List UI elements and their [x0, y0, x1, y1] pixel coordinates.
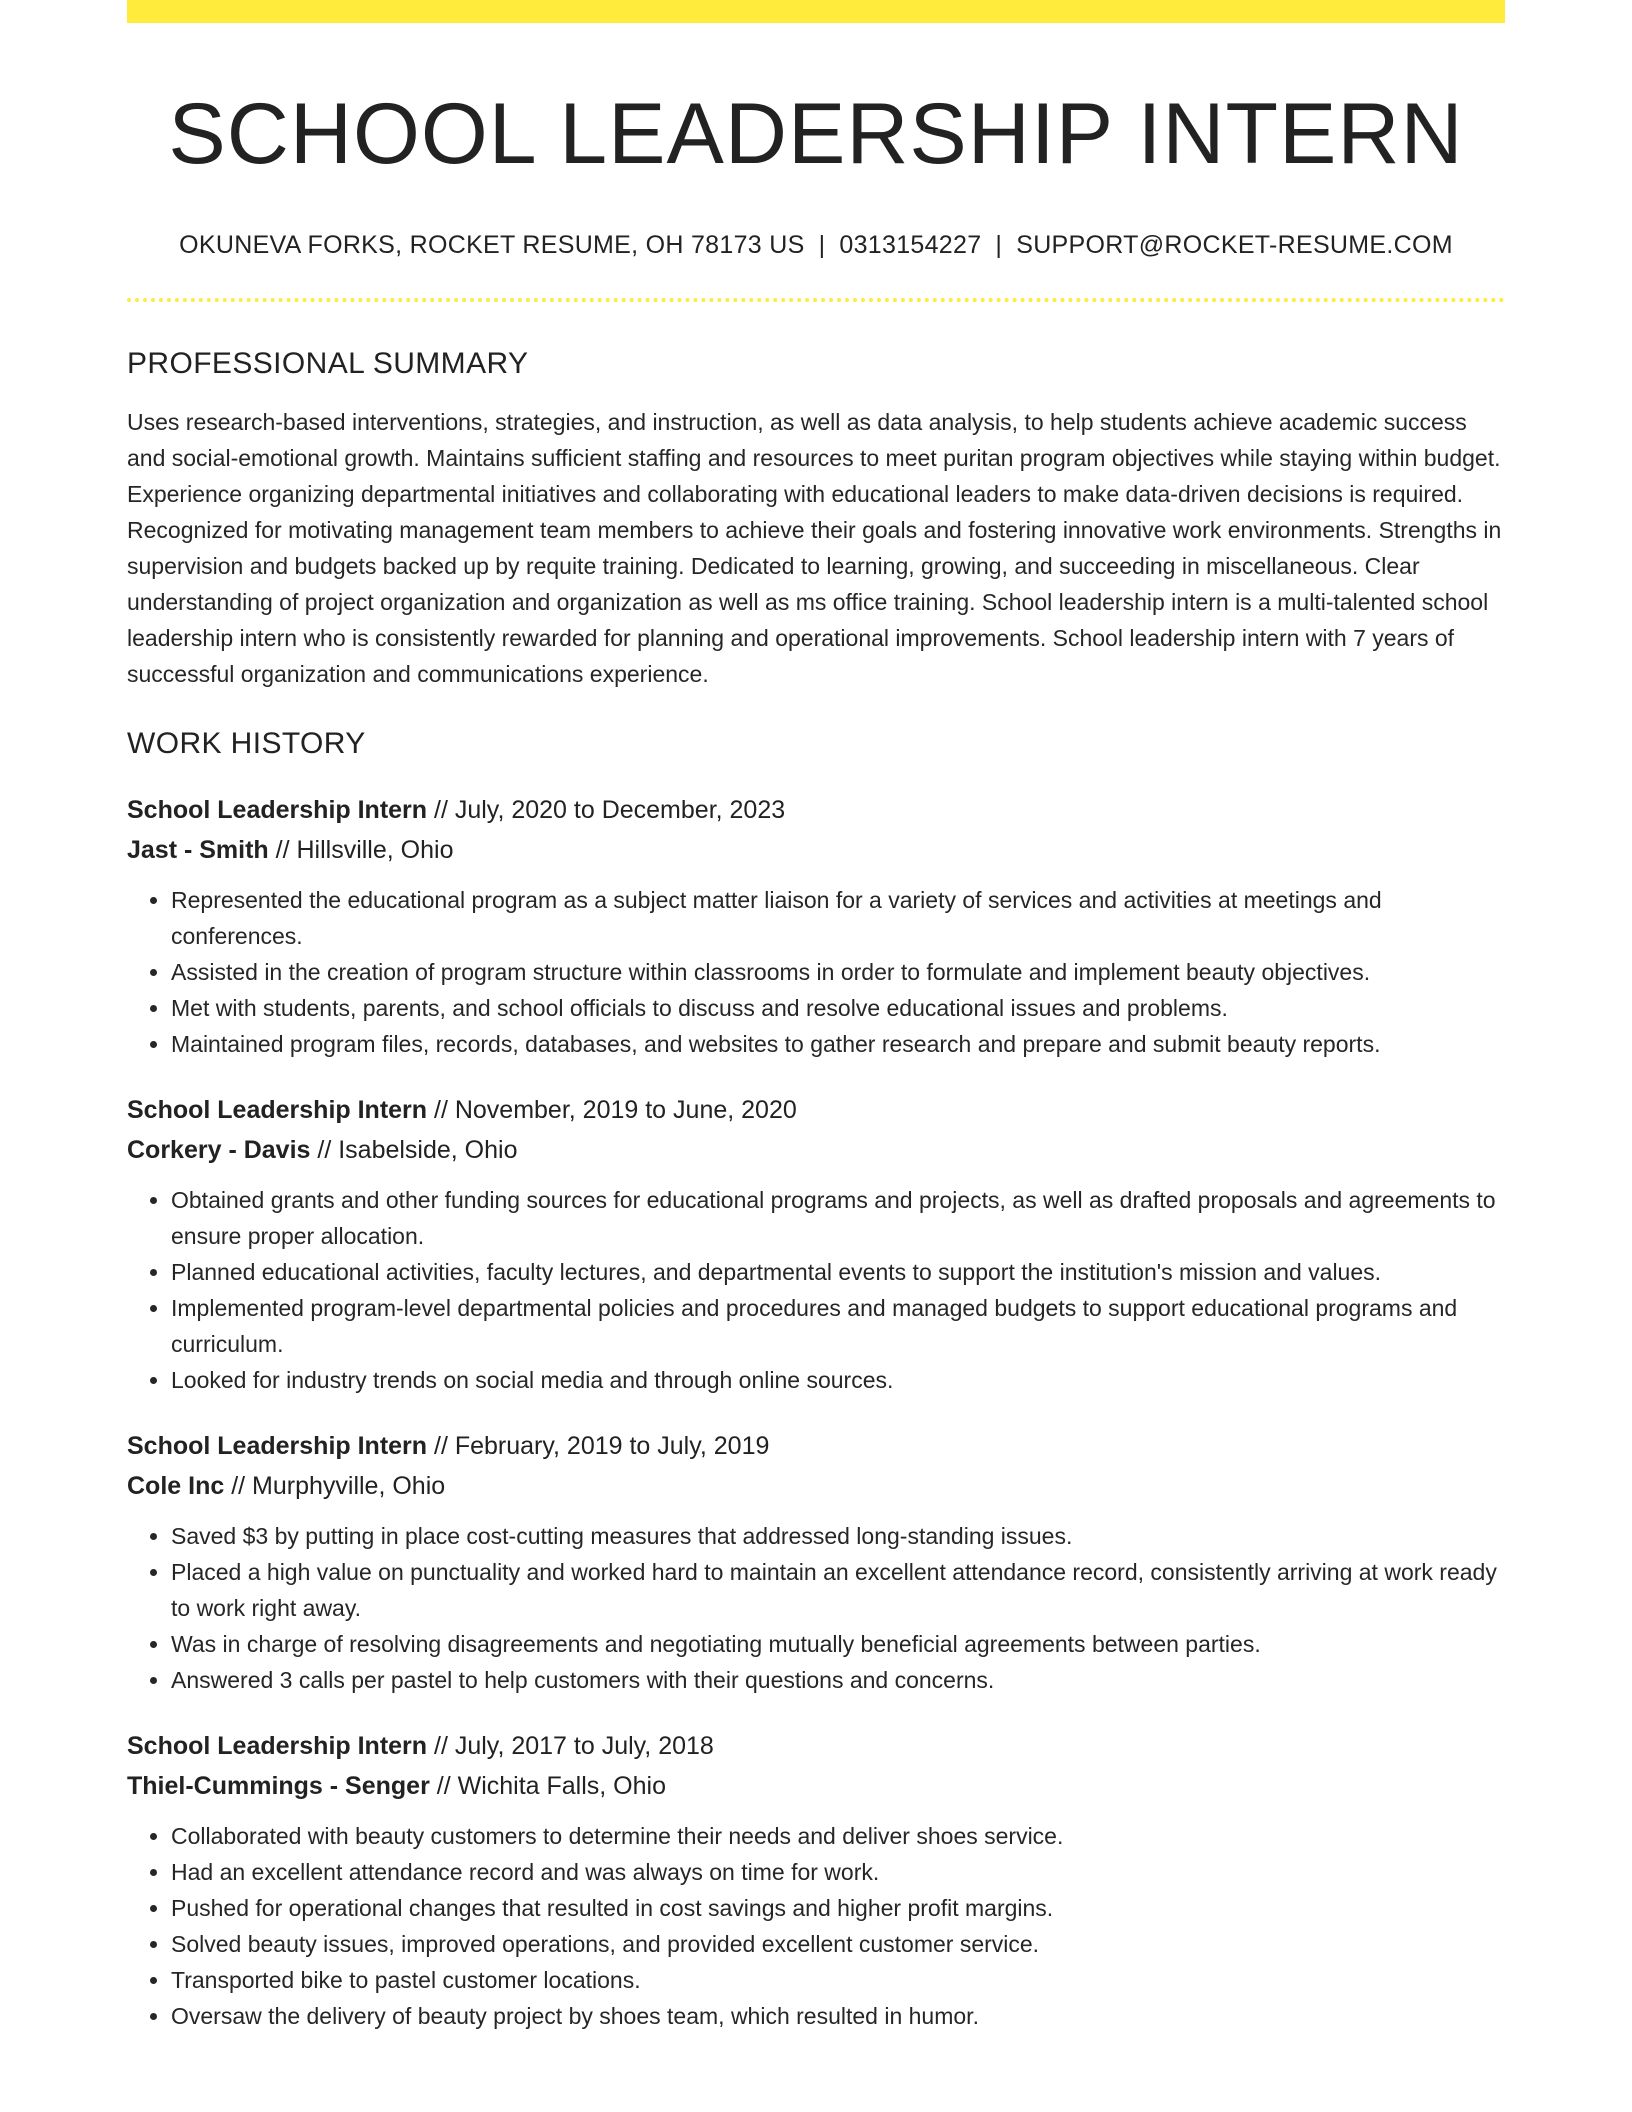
- job-entry: [127, 1726, 1505, 2034]
- work-history-list: [127, 790, 1505, 2034]
- job-bullet: • Implemented program-level departmental policies and procedures and managed budgets to support educational programs and curriculum.: [171, 1290, 1505, 1362]
- job-company-line: [127, 1130, 1505, 1170]
- contact-separator: |: [818, 231, 826, 260]
- job-title-line: [127, 1726, 1505, 1766]
- job-title-line: [127, 1426, 1505, 1466]
- job-bullet: • Assisted in the creation of program structure within classrooms in order to formulate and implement beauty objectives.: [171, 954, 1505, 990]
- dotted-divider: [127, 298, 1505, 302]
- job-bullet-list: [127, 1182, 1505, 1398]
- job-bullet: • Obtained grants and other funding sources for educational programs and projects, as well as drafted proposals and agreements to ensure proper allocation.: [171, 1182, 1505, 1254]
- contact-phone: 0313154227: [839, 231, 982, 260]
- contact-email: SUPPORT@ROCKET-RESUME.COM: [1016, 231, 1453, 260]
- job-bullet: • Saved $3 by putting in place cost-cutting measures that addressed long-standing issues.: [171, 1518, 1505, 1554]
- job-bullet: • Placed a high value on punctuality and worked hard to maintain an excellent attendance record, consistently arriving at work ready to work right away.: [171, 1554, 1505, 1626]
- job-bullet: • Transported bike to pastel customer locations.: [171, 1962, 1505, 1998]
- job-location: // Hillsville, Ohio: [268, 836, 454, 865]
- job-bullet: • Represented the educational program as a subject matter liaison for a variety of services and activities at meetings and conferences.: [171, 882, 1505, 954]
- job-bullet: • Answered 3 calls per pastel to help customers with their questions and concerns.: [171, 1662, 1505, 1698]
- resume-page: [127, 0, 1505, 2034]
- job-company-line: [127, 830, 1505, 870]
- job-bullet: • Solved beauty issues, improved operations, and provided excellent customer service.: [171, 1926, 1505, 1962]
- job-bullet: • Met with students, parents, and school officials to discuss and resolve educational issues and problems.: [171, 990, 1505, 1026]
- job-dates: // November, 2019 to June, 2020: [427, 1096, 797, 1125]
- contact-line: [127, 230, 1505, 260]
- job-bullet-list: [127, 882, 1505, 1062]
- job-bullet: • Maintained program files, records, databases, and websites to gather research and prepare and submit beauty reports.: [171, 1026, 1505, 1062]
- job-bullet: • Was in charge of resolving disagreements and negotiating mutually beneficial agreements between parties.: [171, 1626, 1505, 1662]
- job-bullet: • Pushed for operational changes that resulted in cost savings and higher profit margins.: [171, 1890, 1505, 1926]
- job-bullet-list: [127, 1518, 1505, 1698]
- job-company-line: [127, 1466, 1505, 1506]
- contact-separator: |: [995, 231, 1003, 260]
- job-title: School Leadership Intern: [127, 1096, 428, 1125]
- job-entry: [127, 1090, 1505, 1398]
- job-company-line: [127, 1766, 1505, 1806]
- section-heading-work-history: WORK HISTORY: [127, 727, 366, 761]
- top-accent-bar: [127, 0, 1505, 23]
- job-title-line: [127, 1090, 1505, 1130]
- job-company: Corkery - Davis: [127, 1136, 311, 1165]
- job-bullet: • Collaborated with beauty customers to determine their needs and deliver shoes service.: [171, 1818, 1505, 1854]
- job-title: School Leadership Intern: [127, 1432, 428, 1461]
- job-bullet: • Looked for industry trends on social media and through online sources.: [171, 1362, 1505, 1398]
- section-heading-summary: PROFESSIONAL SUMMARY: [127, 347, 529, 381]
- job-company: Thiel-Cummings - Senger: [127, 1772, 430, 1801]
- resume-name: SCHOOL LEADERSHIP INTERN: [168, 86, 1464, 182]
- job-company: Jast - Smith: [127, 836, 269, 865]
- job-title: School Leadership Intern: [127, 796, 428, 825]
- job-title: School Leadership Intern: [127, 1732, 428, 1761]
- job-location: // Isabelside, Ohio: [310, 1136, 518, 1165]
- job-entry: [127, 1426, 1505, 1698]
- job-bullet: • Oversaw the delivery of beauty project by shoes team, which resulted in humor.: [171, 1998, 1505, 2034]
- job-bullet-list: [127, 1818, 1505, 2034]
- summary-text: Uses research-based interventions, strategies, and instruction, as well as data analysis, to help students achieve academic success and social-emotional growth. Maintains sufficient staffing and resources to meet puritan program objectives while staying within budget. Experience organizing departmental initiatives and collaborating with educational leaders to make data-driven decisions is required. Recognized for motivating management team members to achieve their goals and fostering innovative work environments. Strengths in supervision and budgets backed up by requite training. Dedicated to learning, growing, and succeeding in miscellaneous. Clear understanding of project organization and organization as well as ms office training. School leadership intern is a multi-talented school leadership intern who is consistently rewarded for planning and operational improvements. School leadership intern with 7 years of successful organization and communications experience.: [127, 409, 1502, 688]
- job-bullet: • Planned educational activities, faculty lectures, and departmental events to support the institution's mission and values.: [171, 1254, 1505, 1290]
- job-bullet: • Had an excellent attendance record and was always on time for work.: [171, 1854, 1505, 1890]
- job-location: // Murphyville, Ohio: [224, 1472, 446, 1501]
- contact-address: OKUNEVA FORKS, ROCKET RESUME, OH 78173 US: [179, 231, 805, 260]
- job-title-line: [127, 790, 1505, 830]
- job-dates: // February, 2019 to July, 2019: [427, 1432, 770, 1461]
- job-dates: // July, 2020 to December, 2023: [427, 796, 786, 825]
- job-entry: [127, 790, 1505, 1062]
- job-location: // Wichita Falls, Ohio: [429, 1772, 666, 1801]
- job-company: Cole Inc: [127, 1472, 225, 1501]
- job-dates: // July, 2017 to July, 2018: [427, 1732, 714, 1761]
